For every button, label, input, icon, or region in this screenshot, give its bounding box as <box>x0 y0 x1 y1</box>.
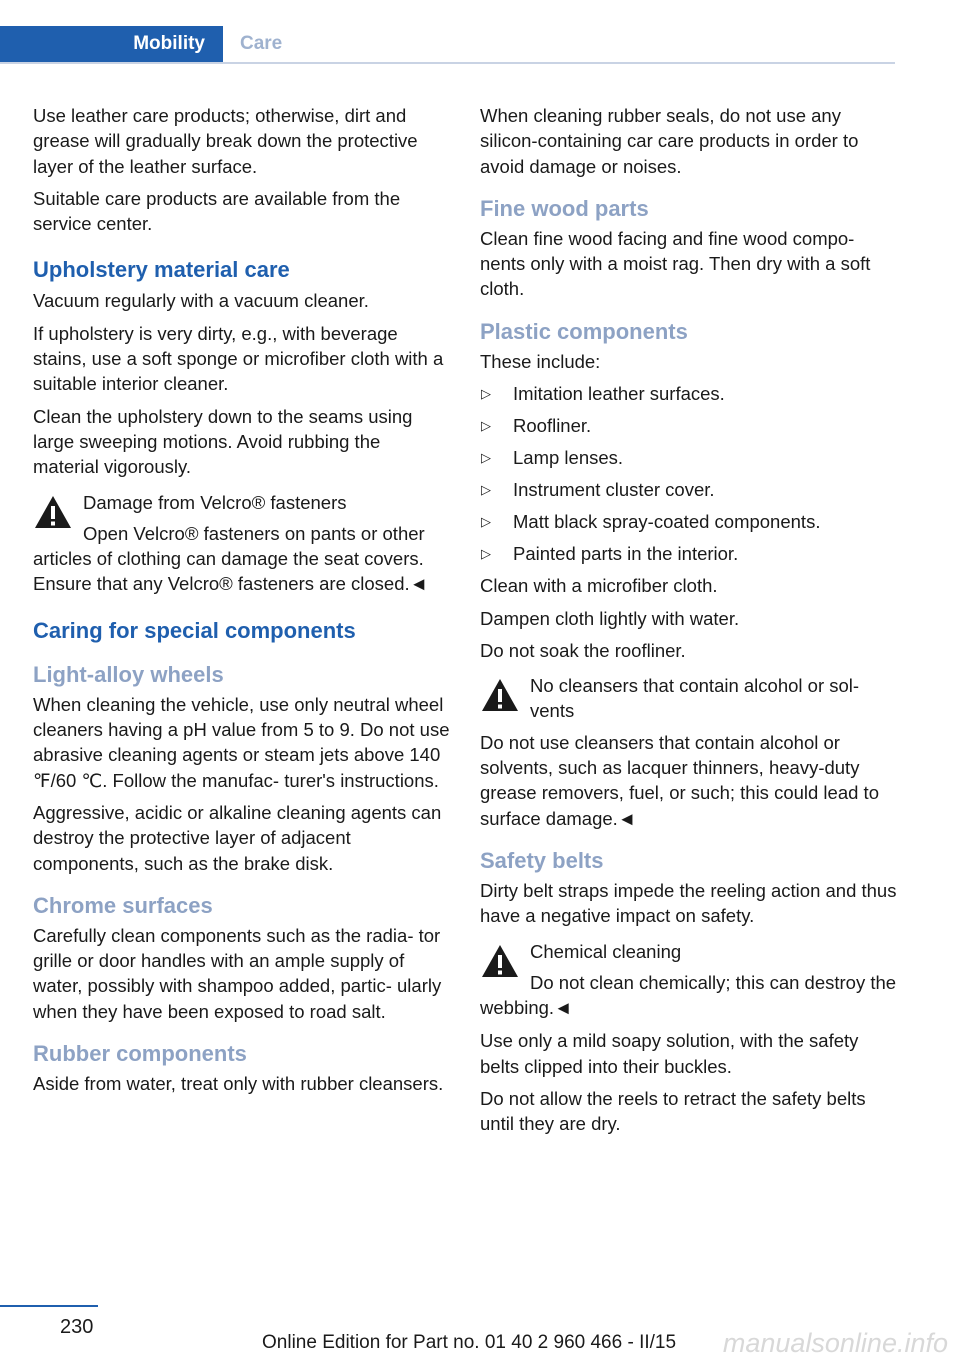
paragraph: Clean fine wood facing and fine wood compo‐ nents only with a moist rag. Then dry with a soft cloth. <box>480 227 871 300</box>
warning-alcohol-solvents <box>480 673 898 831</box>
page-number: 230 <box>60 1316 94 1338</box>
warning-title: Chemical cleaning <box>530 940 682 962</box>
paragraph: Use only a mild soapy solution, with the safety belts clipped into their buckles. <box>480 1030 859 1077</box>
bullet-triangle-icon: ▷ <box>481 482 491 498</box>
list-item: ▷ Matt black spray-coated components. <box>480 509 898 534</box>
heading-safety-belts: Safety belts <box>480 847 604 873</box>
bullet-triangle-icon: ▷ <box>481 418 491 434</box>
paragraph: If upholstery is very dirty, e.g., with beverage stains, use a soft sponge or microfiber cloth with a suitable interior cleaner. <box>33 322 444 395</box>
heading-chrome-surfaces: Chrome surfaces <box>33 892 213 918</box>
paragraph: Clean with a microfiber cloth. <box>480 575 718 597</box>
header-tabbar <box>0 26 895 64</box>
tab-mobility[interactable]: Mobility <box>0 26 223 62</box>
edition-text: Online Edition for Part no. 01 40 2 960 466 - II/15 <box>262 1332 677 1353</box>
warning-title: No cleansers that contain alcohol or sol‐ vents <box>530 675 860 722</box>
heading-plastic-components: Plastic components <box>480 318 688 344</box>
watermark: manualsonline.info <box>722 1328 948 1358</box>
warning-body: Open Velcro® fasteners on pants or other articles of clothing can damage the seat covers. Ensure that any Velcro® fasteners are closed.◄ <box>33 522 428 595</box>
paragraph: When cleaning rubber seals, do not use any silicon-containing car care products in order to avoid damage or noises. <box>480 105 859 177</box>
warning-chemical-cleaning <box>480 939 898 1021</box>
warning-velcro <box>33 490 451 597</box>
bullet-triangle-icon: ▷ <box>481 450 491 466</box>
warning-body: Do not clean chemically; this can destroy the webbing.◄ <box>480 971 897 1019</box>
right-column <box>480 103 898 1144</box>
warning-body: Do not use cleansers that contain alcohol or solvents, such as lacquer thinners, heavy-duty grease removers, fuel, or such; this could lead to surface damage.◄ <box>480 731 879 829</box>
paragraph: These include: <box>480 350 601 372</box>
bullet-triangle-icon: ▷ <box>481 514 491 530</box>
list-item: ▷ Roofliner. <box>480 413 898 438</box>
paragraph: Carefully clean components such as the radia‐ tor grille or door handles with an ample supply of water, possibly with shampoo added, partic‐ ularly when they have been exposed to road salt. <box>33 924 442 1022</box>
footer-divider <box>0 1305 98 1307</box>
warning-triangle-icon <box>480 943 520 979</box>
warning-triangle-icon <box>480 677 520 713</box>
heading-special-components: Caring for special components <box>33 617 356 643</box>
paragraph: Vacuum regularly with a vacuum cleaner. <box>33 290 369 312</box>
heading-fine-wood-parts: Fine wood parts <box>480 195 649 221</box>
paragraph: Use leather care products; otherwise, dirt and grease will gradually break down the protective layer of the leather surface. <box>33 105 418 177</box>
paragraph: Dampen cloth lightly with water. <box>480 607 740 629</box>
paragraph: Aggressive, acidic or alkaline cleaning agents can destroy the protective layer of adjacent components, such as the brake disk. <box>33 801 442 874</box>
list-item: ▷ Imitation leather surfaces. <box>480 381 898 406</box>
tab-care[interactable]: Care <box>240 33 283 54</box>
paragraph: Suitable care products are available from the service center. <box>33 187 401 235</box>
heading-upholstery: Upholstery material care <box>33 257 290 283</box>
bullet-triangle-icon: ▷ <box>481 386 491 402</box>
heading-rubber-components: Rubber components <box>33 1041 247 1067</box>
plastic-components-list <box>480 381 898 566</box>
paragraph: Clean the upholstery down to the seams using large sweeping motions. Avoid rubbing the material vigorously. <box>33 405 413 478</box>
paragraph: Do not soak the roofliner. <box>480 639 686 661</box>
left-column <box>33 103 451 1103</box>
paragraph: Do not allow the reels to retract the safety belts until they are dry. <box>480 1088 866 1135</box>
bullet-triangle-icon: ▷ <box>481 546 491 561</box>
list-item: ▷ Painted parts in the interior. <box>480 541 898 566</box>
list-item: ▷ Lamp lenses. <box>480 445 898 470</box>
warning-triangle-icon <box>33 494 73 530</box>
heading-light-alloy-wheels: Light-alloy wheels <box>33 661 224 687</box>
warning-title: Damage from Velcro® fasteners <box>83 491 347 513</box>
paragraph: When cleaning the vehicle, use only neutral wheel cleaners having a pH value from 5 to 9. Do not use abrasive cleaning agents or steam jets above 140 ℉/60 ℃. Follow the manufac‐ turer's instructions. <box>33 693 450 791</box>
paragraph: Dirty belt straps impede the reeling action and thus have a negative impact on safety. <box>480 879 897 927</box>
paragraph: Aside from water, treat only with rubber cleansers. <box>33 1073 444 1095</box>
list-item: ▷ Instrument cluster cover. <box>480 477 898 502</box>
